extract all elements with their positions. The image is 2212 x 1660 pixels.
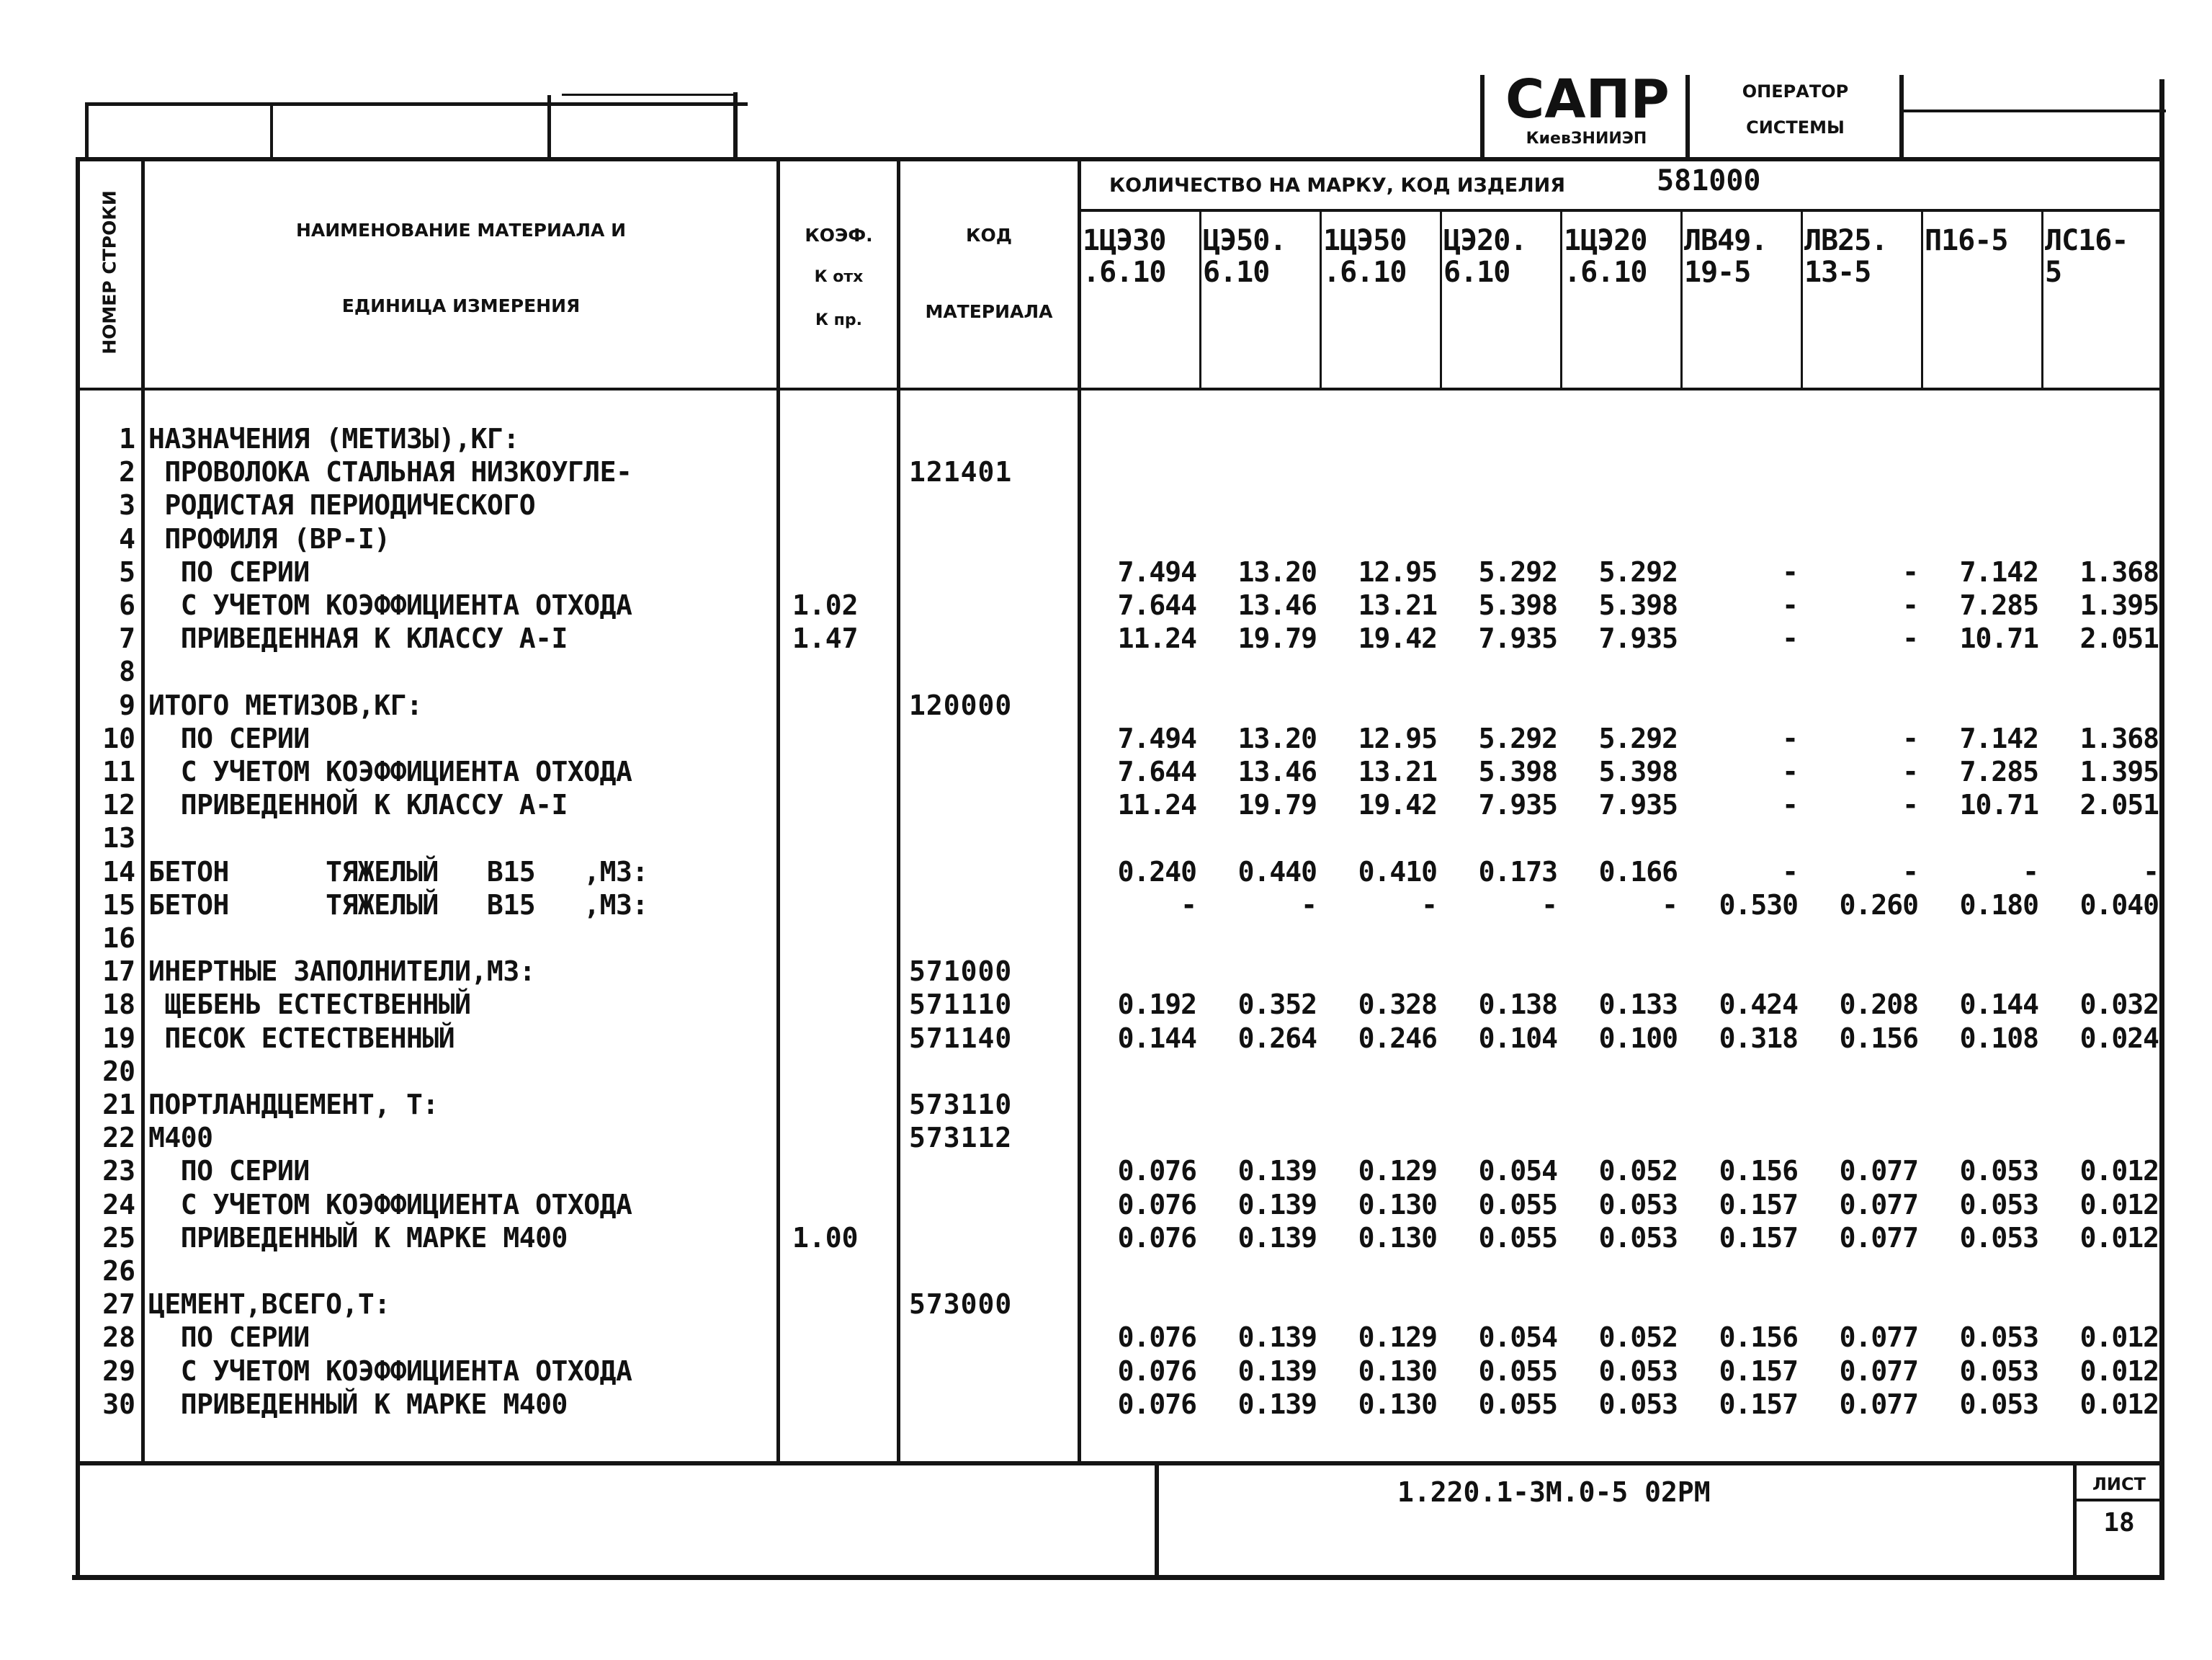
- quantity-cell: 2.051: [2079, 622, 2159, 654]
- row-number: 3: [119, 489, 135, 521]
- quantity-cell: 0.077: [1839, 1189, 1918, 1221]
- quantity-cell: 0.077: [1839, 1355, 1918, 1387]
- quantity-cell: 19.79: [1237, 789, 1317, 821]
- quantity-cell: 0.053: [1959, 1321, 2038, 1353]
- material-name: ПРИВЕДЕННЫЙ К МАРКЕ М400: [148, 1222, 568, 1254]
- quantity-cell: 0.012: [2079, 1189, 2159, 1221]
- quantity-cell: 0.076: [1117, 1189, 1196, 1221]
- product-column-header: ЛС16- 5: [2045, 224, 2128, 289]
- row-number: 12: [102, 789, 135, 821]
- quantity-cell: 0.077: [1839, 1321, 1918, 1353]
- material-name: ПО СЕРИИ: [148, 723, 310, 754]
- product-column-header: ЛВ25. 13-5: [1804, 224, 1888, 289]
- quantity-cell: 0.139: [1237, 1388, 1317, 1420]
- quantity-cell: 13.46: [1237, 756, 1317, 787]
- material-name: ПРОВОЛОКА СТАЛЬНАЯ НИЗКОУГЛЕ-: [148, 456, 632, 488]
- row-number: 18: [102, 989, 135, 1020]
- quantity-cell: -: [1782, 556, 1798, 588]
- quantity-cell: 7.935: [1478, 789, 1557, 821]
- quantity-cell: 0.129: [1358, 1321, 1437, 1353]
- quantity-cell: 0.240: [1117, 856, 1196, 888]
- material-name: ПРОФИЛЯ (ВР-I): [148, 523, 390, 555]
- material-name: ЦЕМЕНТ,ВСЕГО,Т:: [148, 1288, 390, 1320]
- quantity-cell: 1.395: [2079, 589, 2159, 621]
- quantity-cell: 0.012: [2079, 1388, 2159, 1420]
- row-number: 28: [102, 1321, 135, 1353]
- product-column-header: 1ЦЭ50 .6.10: [1323, 224, 1407, 289]
- row-number: 6: [119, 589, 135, 621]
- product-column-header: П16-5: [1925, 224, 2008, 257]
- quantity-cell: 0.129: [1358, 1155, 1437, 1187]
- material-name: ПО СЕРИИ: [148, 1155, 310, 1187]
- quantity-cell: 0.052: [1598, 1155, 1678, 1187]
- quantity-cell: 0.012: [2079, 1355, 2159, 1387]
- row-number: 16: [102, 922, 135, 954]
- material-code: 571110: [909, 989, 1013, 1020]
- row-number: 13: [102, 822, 135, 854]
- material-code: 571140: [909, 1022, 1013, 1054]
- quantity-cell: 0.260: [1839, 889, 1918, 921]
- material-name: ПРИВЕДЕННОЙ К КЛАССУ А-I: [148, 789, 568, 821]
- quantity-cell: -: [1902, 556, 1918, 588]
- quantity-cell: 0.157: [1719, 1355, 1798, 1387]
- material-code: 573000: [909, 1288, 1013, 1320]
- coefficient: 1.47: [792, 622, 859, 654]
- quantity-cell: 0.156: [1719, 1321, 1798, 1353]
- quantity-cell: 19.42: [1358, 622, 1437, 654]
- row-number: 15: [102, 889, 135, 921]
- material-name: ПРИВЕДЕННАЯ К КЛАССУ А-I: [148, 622, 568, 654]
- quantity-cell: 0.157: [1719, 1189, 1798, 1221]
- quantity-cell: 19.42: [1358, 789, 1437, 821]
- quantity-cell: 0.144: [1959, 989, 2038, 1020]
- quantity-cell: 7.142: [1959, 723, 2038, 754]
- quantity-cell: 0.328: [1358, 989, 1437, 1020]
- quantity-cell: 0.053: [1598, 1222, 1678, 1254]
- quantity-cell: 7.935: [1598, 622, 1678, 654]
- material-name: БЕТОН ТЯЖЕЛЫЙ В15 ,М3:: [148, 856, 648, 888]
- quantity-cell: 0.104: [1478, 1022, 1557, 1054]
- quantity-cell: 0.157: [1719, 1222, 1798, 1254]
- stamp-institute: КиевЗНИИЭП: [1526, 130, 1647, 148]
- quantity-cell: 5.398: [1598, 589, 1678, 621]
- quantity-cell: 13.21: [1358, 756, 1437, 787]
- material-name: ИНЕРТНЫЕ ЗАПОЛНИТЕЛИ,М3:: [148, 955, 536, 987]
- material-header-line1: НАИМЕНОВАНИЕ МАТЕРИАЛА И: [295, 220, 627, 241]
- quantity-cell: -: [1902, 856, 1918, 888]
- row-number: 10: [102, 723, 135, 754]
- row-number: 20: [102, 1056, 135, 1087]
- quantity-cell: 0.077: [1839, 1388, 1918, 1420]
- quantity-cell: 11.24: [1117, 789, 1196, 821]
- quantity-cell: 19.79: [1237, 622, 1317, 654]
- quantity-cell: 7.935: [1598, 789, 1678, 821]
- quantity-cell: 0.166: [1598, 856, 1678, 888]
- quantity-cell: 0.012: [2079, 1321, 2159, 1353]
- quantity-cell: 0.100: [1598, 1022, 1678, 1054]
- material-name: БЕТОН ТЯЖЕЛЫЙ В15 ,М3:: [148, 889, 648, 921]
- quantity-cell: 7.494: [1117, 723, 1196, 754]
- product-column-header: ЛВ49. 19-5: [1684, 224, 1768, 289]
- quantity-cell: 0.156: [1719, 1155, 1798, 1187]
- row-number: 1: [119, 423, 135, 455]
- quantity-cell: -: [1782, 789, 1798, 821]
- quantity-cell: 0.133: [1598, 989, 1678, 1020]
- code-header-line1: КОД: [966, 225, 1012, 246]
- quantity-cell: 7.142: [1959, 556, 2038, 588]
- quantity-cell: 5.292: [1478, 556, 1557, 588]
- quantity-cell: 0.180: [1959, 889, 2038, 921]
- row-number: 11: [102, 756, 135, 787]
- quantity-cell: 10.71: [1959, 622, 2038, 654]
- quantity-cell: 0.138: [1478, 989, 1557, 1020]
- quantity-cell: 5.292: [1598, 723, 1678, 754]
- quantity-cell: 0.440: [1237, 856, 1317, 888]
- material-name: ПО СЕРИИ: [148, 556, 310, 588]
- quantity-cell: 11.24: [1117, 622, 1196, 654]
- quantity-cell: 0.130: [1358, 1388, 1437, 1420]
- quantity-cell: -: [1782, 589, 1798, 621]
- quantity-cell: 0.076: [1117, 1222, 1196, 1254]
- quantity-cell: 12.95: [1358, 556, 1437, 588]
- row-number: 9: [119, 690, 135, 721]
- quantity-cell: 0.053: [1598, 1355, 1678, 1387]
- quantity-cell: 2.051: [2079, 789, 2159, 821]
- quantity-cell: -: [1902, 723, 1918, 754]
- quantity-cell: 12.95: [1358, 723, 1437, 754]
- quantity-cell: 0.139: [1237, 1222, 1317, 1254]
- quantity-cell: -: [1421, 889, 1437, 921]
- quantity-cell: 0.040: [2079, 889, 2159, 921]
- row-number: 25: [102, 1222, 135, 1254]
- quantity-cell: 0.157: [1719, 1388, 1798, 1420]
- quantity-cell: 1.395: [2079, 756, 2159, 787]
- quantity-cell: 5.398: [1478, 756, 1557, 787]
- quantity-cell: -: [2143, 856, 2159, 888]
- quantity-cell: 0.130: [1358, 1222, 1437, 1254]
- row-number: 14: [102, 856, 135, 888]
- material-code: 573110: [909, 1089, 1013, 1120]
- row-number: 29: [102, 1355, 135, 1387]
- quantity-cell: 0.053: [1959, 1388, 2038, 1420]
- quantity-cell: 0.139: [1237, 1321, 1317, 1353]
- quantity-cell: -: [1902, 589, 1918, 621]
- coef-header-line3: К пр.: [815, 311, 862, 329]
- product-column-header: ЦЭ50. 6.10: [1203, 224, 1286, 289]
- quantity-cell: 0.053: [1959, 1355, 2038, 1387]
- quantity-cell: 10.71: [1959, 789, 2038, 821]
- quantity-cell: 0.053: [1959, 1155, 2038, 1187]
- quantity-cell: 0.139: [1237, 1189, 1317, 1221]
- quantity-cell: 0.053: [1598, 1189, 1678, 1221]
- quantity-cell: 0.077: [1839, 1222, 1918, 1254]
- quantity-cell: 0.139: [1237, 1355, 1317, 1387]
- quantity-cell: 0.055: [1478, 1355, 1557, 1387]
- product-column-header: ЦЭ20. 6.10: [1443, 224, 1527, 289]
- quantity-cell: 0.054: [1478, 1321, 1557, 1353]
- quantity-cell: -: [1782, 756, 1798, 787]
- quantity-cell: 0.530: [1719, 889, 1798, 921]
- quantity-cell: -: [1181, 889, 1196, 921]
- row-number: 4: [119, 523, 135, 555]
- row-number: 22: [102, 1122, 135, 1153]
- row-number: 23: [102, 1155, 135, 1187]
- quantity-cell: 0.130: [1358, 1355, 1437, 1387]
- quantity-cell: -: [1902, 789, 1918, 821]
- material-name: С УЧЕТОМ КОЭФФИЦИЕНТА ОТХОДА: [148, 756, 632, 787]
- quantity-cell: -: [1902, 622, 1918, 654]
- quantity-cell: 7.644: [1117, 756, 1196, 787]
- quantity-cell: 0.055: [1478, 1222, 1557, 1254]
- quantity-cell: 0.054: [1478, 1155, 1557, 1187]
- quantity-cell: -: [1662, 889, 1678, 921]
- quantity-cell: -: [2023, 856, 2038, 888]
- quantity-cell: 0.108: [1959, 1022, 2038, 1054]
- quantity-cell: 0.024: [2079, 1022, 2159, 1054]
- quantity-cell: 0.130: [1358, 1189, 1437, 1221]
- quantity-cell: 7.494: [1117, 556, 1196, 588]
- stamp-operator-line2: СИСТЕМЫ: [1746, 117, 1845, 138]
- quantity-cell: -: [1301, 889, 1317, 921]
- quantity-cell: 0.053: [1959, 1222, 2038, 1254]
- quantity-cell: 5.398: [1598, 756, 1678, 787]
- quantity-cell: 0.077: [1839, 1155, 1918, 1187]
- quantity-cell: 0.192: [1117, 989, 1196, 1020]
- material-name: ПРИВЕДЕННЫЙ К МАРКЕ М400: [148, 1388, 568, 1420]
- quantity-cell: -: [1541, 889, 1557, 921]
- quantity-cell: -: [1782, 856, 1798, 888]
- material-code: 120000: [909, 690, 1013, 721]
- row-number: 21: [102, 1089, 135, 1120]
- quantity-cell: -: [1782, 622, 1798, 654]
- quantity-cell: 13.20: [1237, 556, 1317, 588]
- quantity-cell: 0.318: [1719, 1022, 1798, 1054]
- material-name: С УЧЕТОМ КОЭФФИЦИЕНТА ОТХОДА: [148, 1189, 632, 1221]
- quantity-cell: -: [1782, 723, 1798, 754]
- quantity-cell: 7.644: [1117, 589, 1196, 621]
- material-name: С УЧЕТОМ КОЭФФИЦИЕНТА ОТХОДА: [148, 1355, 632, 1387]
- quantity-cell: 0.055: [1478, 1189, 1557, 1221]
- quantity-cell: 0.053: [1598, 1388, 1678, 1420]
- material-name: ИТОГО МЕТИЗОВ,КГ:: [148, 690, 423, 721]
- row-number: 2: [119, 456, 135, 488]
- quantity-cell: -: [1902, 756, 1918, 787]
- quantity-cell: 0.012: [2079, 1155, 2159, 1187]
- product-column-header: 1ЦЭ20 .6.10: [1564, 224, 1647, 289]
- quantity-cell: 0.156: [1839, 1022, 1918, 1054]
- material-name: РОДИСТАЯ ПЕРИОДИЧЕСКОГО: [148, 489, 536, 521]
- quantity-cell: 0.076: [1117, 1155, 1196, 1187]
- material-name: С УЧЕТОМ КОЭФФИЦИЕНТА ОТХОДА: [148, 589, 632, 621]
- quantity-cell: 5.292: [1598, 556, 1678, 588]
- quantity-cell: 0.053: [1959, 1189, 2038, 1221]
- material-name: НАЗНАЧЕНИЯ (МЕТИЗЫ),КГ:: [148, 423, 519, 455]
- quantity-cell: 0.076: [1117, 1321, 1196, 1353]
- row-number: 7: [119, 622, 135, 654]
- quantity-cell: 1.368: [2079, 723, 2159, 754]
- material-code: 573112: [909, 1122, 1013, 1153]
- material-name: ПОРТЛАНДЦЕМЕНТ, Т:: [148, 1089, 439, 1120]
- quantity-cell: 13.21: [1358, 589, 1437, 621]
- quantity-cell: 0.173: [1478, 856, 1557, 888]
- quantity-cell: 5.292: [1478, 723, 1557, 754]
- quantity-cell: 0.352: [1237, 989, 1317, 1020]
- quantity-cell: 0.055: [1478, 1388, 1557, 1420]
- product-column-header: 1ЦЭ30 .6.10: [1083, 224, 1166, 289]
- row-number: 8: [119, 656, 135, 687]
- quantity-cell: 7.285: [1959, 756, 2038, 787]
- quantity-cell: 0.208: [1839, 989, 1918, 1020]
- material-name: ПЕСОК ЕСТЕСТВЕННЫЙ: [148, 1022, 455, 1054]
- product-code: 581000: [1657, 164, 1761, 197]
- quantity-cell: 0.032: [2079, 989, 2159, 1020]
- quantity-cell: 0.139: [1237, 1155, 1317, 1187]
- quantity-cell: 7.285: [1959, 589, 2038, 621]
- coef-header-line2: К отх: [814, 268, 864, 286]
- stamp-system-name: САПР: [1505, 68, 1670, 130]
- quantity-cell: 0.076: [1117, 1388, 1196, 1420]
- row-number: 27: [102, 1288, 135, 1320]
- coefficient: 1.00: [792, 1222, 859, 1254]
- material-name: М400: [148, 1122, 213, 1153]
- material-name: ПО СЕРИИ: [148, 1321, 310, 1353]
- quantity-cell: 0.264: [1237, 1022, 1317, 1054]
- code-header-line2: МАТЕРИАЛА: [925, 301, 1053, 322]
- coef-header-line1: КОЭФ.: [805, 225, 873, 246]
- material-code: 121401: [909, 456, 1013, 488]
- quantity-cell: 13.20: [1237, 723, 1317, 754]
- quantity-cell: 0.076: [1117, 1355, 1196, 1387]
- material-header-line2: ЕДИНИЦА ИЗМЕРЕНИЯ: [341, 295, 581, 316]
- quantity-cell: 0.144: [1117, 1022, 1196, 1054]
- document-code: 1.220.1-3М.0-5 02РМ: [1397, 1476, 1711, 1508]
- quantity-cell: 7.935: [1478, 622, 1557, 654]
- row-number: 24: [102, 1189, 135, 1221]
- quantity-cell: 0.424: [1719, 989, 1798, 1020]
- row-number: 5: [119, 556, 135, 588]
- row-number: 26: [102, 1255, 135, 1287]
- stamp-operator-line1: ОПЕРАТОР: [1742, 81, 1849, 102]
- quantity-cell: 0.012: [2079, 1222, 2159, 1254]
- row-number-header: НОМЕР СТРОКИ: [99, 190, 120, 354]
- quantity-cell: 0.246: [1358, 1022, 1437, 1054]
- material-code: 571000: [909, 955, 1013, 987]
- quantity-cell: 13.46: [1237, 589, 1317, 621]
- coefficient: 1.02: [792, 589, 859, 621]
- row-number: 19: [102, 1022, 135, 1054]
- row-number: 30: [102, 1388, 135, 1420]
- sheet-number: 18: [2103, 1508, 2135, 1538]
- quantity-cell: 1.368: [2079, 556, 2159, 588]
- row-number: 17: [102, 955, 135, 987]
- quantity-cell: 5.398: [1478, 589, 1557, 621]
- sheet-label: ЛИСТ: [2092, 1474, 2146, 1494]
- quantity-header-label: КОЛИЧЕСТВО НА МАРКУ, КОД ИЗДЕЛИЯ: [1109, 174, 1566, 197]
- quantity-cell: 0.410: [1358, 856, 1437, 888]
- quantity-cell: 0.052: [1598, 1321, 1678, 1353]
- material-name: ЩЕБЕНЬ ЕСТЕСТВЕННЫЙ: [148, 989, 471, 1020]
